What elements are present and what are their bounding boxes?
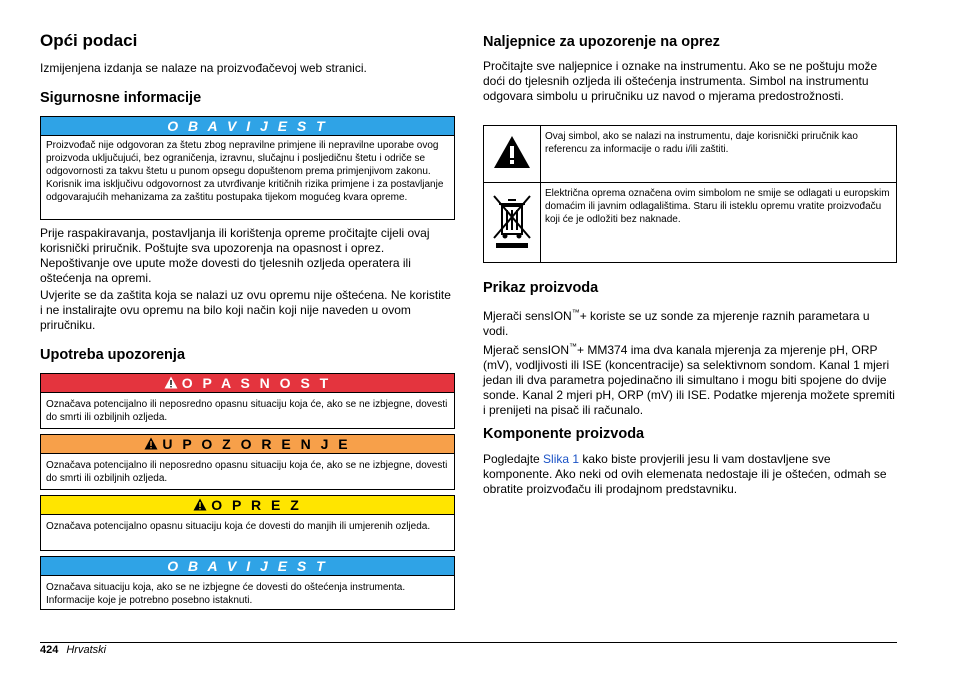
components-heading: Komponente proizvoda: [483, 426, 645, 442]
warning-body: Označava potencijalno ili neposredno opasnu situaciju koja će, ako se ne izbjegne, dovesti do smrti ili ozbiljnih ozljeda.: [46, 460, 448, 484]
notice-box-general: [40, 116, 455, 220]
symbol-cell: [484, 183, 541, 263]
page-title: Opći podaci: [40, 31, 138, 50]
caution-body: Označava potencijalno opasnu situaciju koja će dovesti do manjih ili umjerenih ozljeda.: [46, 521, 431, 532]
overview-text: + MM374 ima dva kanala mjerenja za mjerenje pH, ORP (mV), vodljivosti ili ISE (koncentracije) sa selektivnom sondom. Kanal 1 mjeri jedan ili dva parametra pojedinačno ili simultano i mogu biti spojene do dvije sonde. Kanal 2 mjeri pH, ORP (mV) ili ISE. Podatke mjerenja možete spremiti i prenijeti na pisač ili računalo.: [483, 343, 895, 417]
safety-paragraph-2: Uvjerite se da zaštita koja se nalazi uz ovu opremu nije oštećena. Ne koristite i ne instalirajte ovu opremu na bilo koji način koji nije naveden u ovom priručniku.: [40, 288, 451, 332]
overview-paragraph-1: [483, 305, 897, 339]
danger-body: Označava potencijalno ili neposredno opasnu situaciju koja će, ako se ne izbjegne, dovesti do smrti ili ozbiljnih ozljeda.: [46, 399, 448, 423]
safety-paragraph-1: Prije raspakiravanja, postavljanja ili korištenja opreme pročitajte cijeli ovaj korisnički priručnik. Poštujte sva upozorenja na opasnost i oprez. Nepoštivanje ove upute može dovesti do tjelesnih ozljeda operatera ili oštećenja na opremi.: [40, 226, 430, 285]
symbol-description: Ovaj simbol, ako se nalazi na instrumentu, daje korisnički priručnik kao referencu za informacije o radu i/ili zaštiti.: [541, 126, 897, 183]
notice-body: Proizvođač nije odgovoran za štetu zbog nepravilne primjene ili nepravilne uporabe ovog proizvoda uključujući, bez ograničenja, izravnu, slučajnu i posljedičnu štetu i odriče se odgovornosti za takvu štetu u punom opsegu dopuštenom prema primjenjivom zakonu. Korisnik ima isključivu odgovornost za utvrđivanje kritičnih rizika primjene i za postavljanje odgovarajućih mehanizama za zaštitu postupaka tijekom mogućeg kvara opreme.: [46, 140, 444, 203]
warning-triangle-icon: [144, 437, 158, 450]
notice-body: Označava situaciju koja, ako se ne izbjegne će dovesti do oštećenja instrumenta. Informacije koje je potrebno posebno istaknuti.: [46, 582, 406, 606]
intro-text: Izmijenjena izdanja se nalaze na proizvođačevoj web stranici.: [40, 61, 367, 75]
page-footer: [40, 644, 106, 656]
table-row: [484, 126, 897, 183]
danger-header-label: O P A S N O S T: [181, 375, 332, 391]
safety-heading: Sigurnosne informacije: [40, 90, 202, 106]
footer-language: Hrvatski: [66, 644, 107, 656]
warning-triangle-icon: [492, 134, 532, 170]
symbol-cell: [484, 126, 541, 183]
warning-triangle-icon: [164, 376, 178, 389]
danger-header: [41, 374, 454, 393]
crossed-bin-icon: [490, 192, 534, 250]
labels-paragraph: Pročitajte sve naljepnice i oznake na instrumentu. Ako se ne poštuju može doći do tjelesnih ozljeda ili oštećenja instrumenta. Simbol na instrumentu odgovara simbolu u priručniku uz navod o mjerama predostrožnosti.: [483, 59, 878, 103]
overview-text: + koriste se uz sonde za mjerenje raznih parametara u vodi.: [483, 309, 870, 338]
warning-box: [40, 434, 455, 490]
danger-box: [40, 373, 455, 429]
overview-heading: Prikaz proizvoda: [483, 280, 599, 296]
trademark-symbol: ™: [569, 342, 578, 351]
symbols-table: [483, 125, 897, 263]
symbol-description: Električna oprema označena ovim simbolom ne smije se odlagati u europskim domaćim ili javnim odlagalištima. Staru ili isteklu opremu vratite proizvođaču koji će je odložiti bez naknade.: [541, 183, 897, 263]
page-number: 424: [40, 644, 59, 656]
components-text: kako biste provjerili jesu li vam dostavljene sve komponente. Ako neki od ovih elemenata nedostaje ili je oštećen, odmah se obratite proizvođaču ili prodajnom predstavniku.: [483, 452, 887, 496]
table-row: [484, 183, 897, 263]
components-text: Pogledajte: [483, 452, 544, 466]
components-paragraph: [483, 452, 897, 497]
figure-link[interactable]: Slika 1: [543, 452, 580, 466]
notice-header: O B A V I J E S T: [41, 117, 454, 136]
labels-heading: Naljepnice za upozorenje na oprez: [483, 34, 720, 50]
caution-header-label: O P R E Z: [211, 497, 302, 513]
overview-text: Mjerači sensION: [483, 309, 572, 323]
trademark-symbol: ™: [571, 308, 580, 317]
notice-header: O B A V I J E S T: [41, 557, 454, 576]
footer-divider: [40, 642, 897, 643]
warning-header-label: U P O Z O R E N J E: [162, 436, 351, 452]
overview-paragraph-2: [483, 339, 897, 418]
warning-triangle-icon: [193, 498, 207, 511]
caution-header: [41, 496, 454, 515]
notice-box-instrument: [40, 556, 455, 610]
warnings-heading: Upotreba upozorenja: [40, 347, 186, 363]
caution-box: [40, 495, 455, 551]
overview-text: Mjerač sensION: [483, 343, 570, 357]
warning-header: [41, 435, 454, 454]
